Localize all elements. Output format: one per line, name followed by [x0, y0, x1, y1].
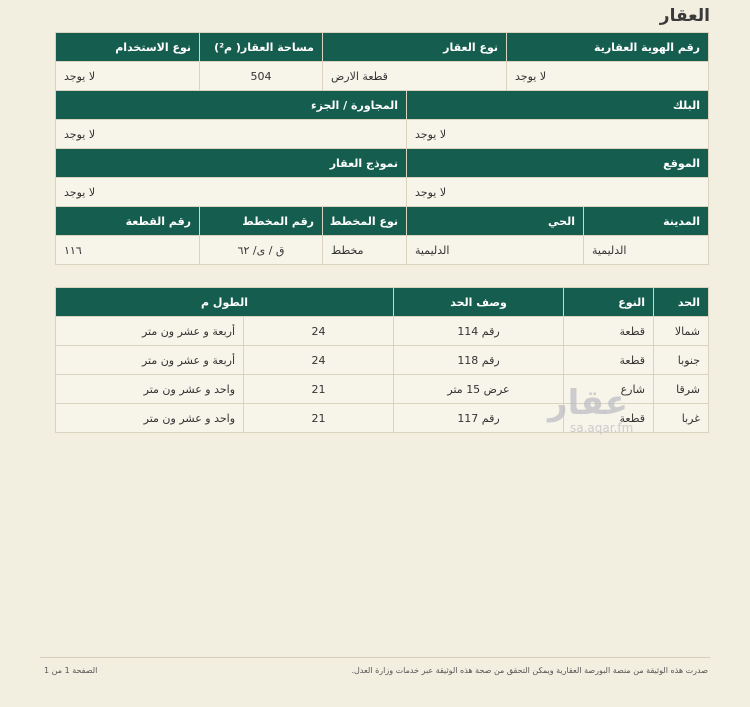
boundary-description: رقم 114: [394, 317, 564, 346]
value-property-type: قطعة الارض: [323, 62, 507, 91]
header-plan-number: رقم المخطط: [200, 207, 323, 236]
boundary-length: 24: [244, 317, 394, 346]
property-value-row-2: [56, 120, 709, 149]
property-value-row-1: [56, 62, 709, 91]
header-length: الطول م: [56, 288, 394, 317]
footer-note: صدرت هذه الوثيقة من منصة البورصة العقارية ويمكن التحقق من صحة هذه الوثيقة عبر خدمات وزارة العدل.: [351, 666, 708, 675]
property-info-table: [55, 32, 709, 265]
boundary-direction: شمالا: [654, 317, 709, 346]
header-property-type: نوع العقار: [323, 33, 507, 62]
header-plot-number: رقم القطعة: [56, 207, 200, 236]
property-header-row-3: [56, 149, 709, 178]
header-city: المدينة: [584, 207, 709, 236]
property-header-row-1: [56, 33, 709, 62]
boundary-direction: غربا: [654, 404, 709, 433]
boundary-length-words: واحد و عشر ون متر: [56, 375, 244, 404]
boundary-length-words: أربعة و عشر ون متر: [56, 346, 244, 375]
header-property-id: رقم الهوية العقارية: [507, 33, 709, 62]
boundary-direction: جنوبا: [654, 346, 709, 375]
value-plan-type: مخطط: [323, 236, 407, 265]
table-row: [56, 404, 709, 433]
value-neighborhood-part: لا يوجد: [56, 120, 407, 149]
header-usage-type: نوع الاستخدام: [56, 33, 200, 62]
value-city: الدليمية: [584, 236, 709, 265]
header-property-model: نموذج العقار: [56, 149, 407, 178]
boundaries-header-row: [56, 288, 709, 317]
property-header-row-4: [56, 207, 709, 236]
header-neighborhood-part: المجاورة / الجزء: [56, 91, 407, 120]
value-property-id: لا يوجد: [507, 62, 709, 91]
boundary-type: قطعة: [564, 346, 654, 375]
boundary-description: رقم 117: [394, 404, 564, 433]
boundaries-table: [55, 287, 709, 433]
aqar-logo: عقار: [548, 383, 629, 423]
boundary-length: 21: [244, 375, 394, 404]
table-row: [56, 375, 709, 404]
boundary-length-words: واحد و عشر ون متر: [56, 404, 244, 433]
property-header-row-2: [56, 91, 709, 120]
value-block: لا يوجد: [407, 120, 709, 149]
value-property-area: 504: [200, 62, 323, 91]
boundary-description: عرض 15 متر: [394, 375, 564, 404]
table-row: [56, 346, 709, 375]
boundary-length-words: أربعة و عشر ون متر: [56, 317, 244, 346]
boundary-length: 21: [244, 404, 394, 433]
aqar-url: sa.aqar.fm: [570, 421, 634, 435]
header-boundary-description: وصف الحد: [394, 288, 564, 317]
header-location: الموقع: [407, 149, 709, 178]
header-block: البلك: [407, 91, 709, 120]
boundary-direction: شرقا: [654, 375, 709, 404]
header-property-area: مساحة العقار( م²): [200, 33, 323, 62]
boundary-length: 24: [244, 346, 394, 375]
boundary-type: قطعة: [564, 404, 654, 433]
value-location: لا يوجد: [407, 178, 709, 207]
boundary-description: رقم 118: [394, 346, 564, 375]
header-plan-type: نوع المخطط: [323, 207, 407, 236]
footer-divider: [40, 657, 710, 658]
value-property-model: لا يوجد: [56, 178, 407, 207]
property-value-row-4: [56, 236, 709, 265]
header-boundary: الحد: [654, 288, 709, 317]
page-title: العقار: [659, 6, 710, 26]
property-value-row-3: [56, 178, 709, 207]
page-number: الصفحة 1 من 1: [44, 666, 98, 675]
value-plan-number: ق / ى/ ٦٢: [200, 236, 323, 265]
table-row: [56, 317, 709, 346]
header-district: الحي: [407, 207, 584, 236]
boundary-type: قطعة: [564, 317, 654, 346]
boundary-type: شارع: [564, 375, 654, 404]
value-plot-number: ١١٦: [56, 236, 200, 265]
value-district: الدليمية: [407, 236, 584, 265]
value-usage-type: لا يوجد: [56, 62, 200, 91]
header-boundary-type: النوع: [564, 288, 654, 317]
